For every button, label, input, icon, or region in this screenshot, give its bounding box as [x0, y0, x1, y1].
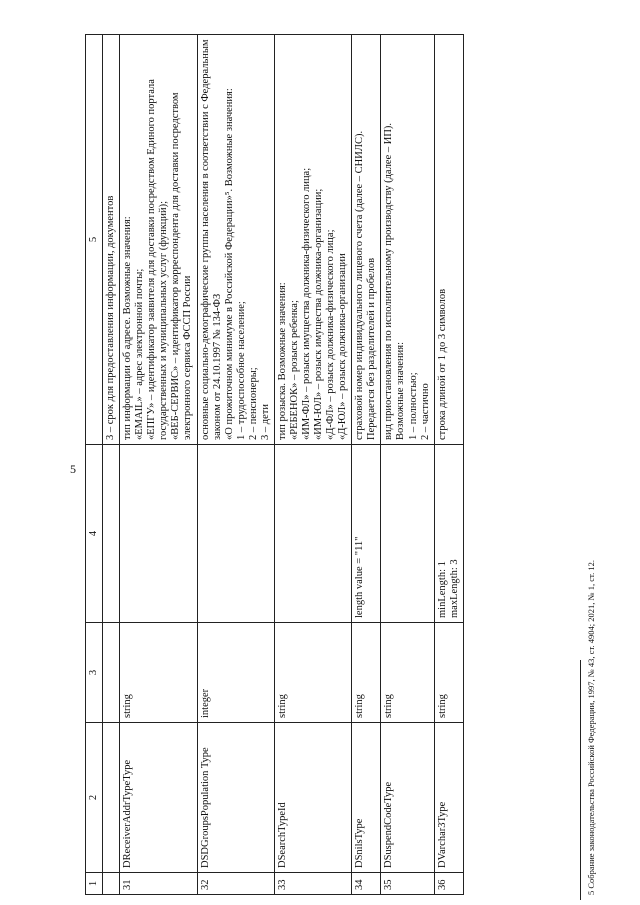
row-number: 31	[120, 873, 197, 895]
header-col-1: 1	[86, 873, 103, 895]
description-line: «О прожиточном минимуме в Российской Федерации»⁵. Возможные значения:	[223, 88, 235, 440]
description	[197, 35, 274, 445]
base-type: string	[120, 623, 197, 723]
type-name: DSDGroupsPopulation Type	[197, 723, 274, 873]
footnote-divider	[580, 660, 581, 900]
description-line: «EMAIL» – адрес электронной почты;	[134, 268, 146, 440]
description-line: 1 – трудоспособное население;	[235, 301, 247, 440]
description	[352, 35, 381, 445]
description-line: Передается без разделителей и пробелов	[366, 257, 378, 440]
continuation-row	[103, 35, 120, 895]
base-type: string	[274, 623, 351, 723]
description-line: страховой номер индивидуального лицевого счета (далее – СНИЛС).	[354, 130, 366, 440]
header-col-3: 3	[86, 623, 103, 723]
description-line: строка длиной от 1 до 3 символов	[436, 288, 448, 440]
description-line: тип розыска. Возможные значения:	[276, 282, 288, 440]
description-line: 2 – пенсионеры;	[247, 367, 259, 440]
description-line: «ИМ-ФЛ» – розыск имущества должника-физического лица;	[301, 167, 312, 440]
description-line: «РЕБЕНОК» – розыск ребенка;	[288, 300, 300, 440]
continuation-description: 3 – срок для предоставления информации, документов	[103, 35, 120, 445]
type-name: DSearchTypeId	[274, 723, 351, 873]
table-row	[120, 35, 197, 895]
restriction	[197, 445, 274, 623]
description-line: «Д-ЮЛ» – розыск должника-организации	[337, 253, 349, 440]
table-row	[381, 35, 434, 895]
description-line: 1 – полностью;	[407, 372, 419, 440]
base-type: string	[352, 623, 381, 723]
footnote: 5 Собрание законодательства Российской Федерации, 1997, № 43, ст. 4904; 2021, № 1, ст. 12.	[586, 560, 596, 895]
description	[381, 35, 434, 445]
cell-empty	[103, 723, 120, 873]
row-number: 36	[434, 873, 463, 895]
base-type: string	[434, 623, 463, 723]
row-number: 32	[197, 873, 274, 895]
header-col-2: 2	[86, 723, 103, 873]
header-col-5: 5	[86, 35, 103, 445]
description	[120, 35, 197, 445]
table-row	[274, 35, 351, 895]
description-line: 3 – дети	[259, 404, 271, 440]
description	[434, 35, 463, 445]
table-header-row	[86, 35, 103, 895]
cell-empty	[103, 445, 120, 623]
cell-empty	[103, 623, 120, 723]
base-type: integer	[197, 623, 274, 723]
base-type: string	[381, 623, 434, 723]
description-line: «ЕПГУ» – идентификатор заявителя для доставки посредством Единого портала государственных и муниципальных услуг (функций);	[146, 79, 170, 440]
table-row	[352, 35, 381, 895]
restriction: length value = "11"	[352, 445, 381, 623]
description-line: тип информации об адресе. Возможные значения:	[122, 216, 134, 440]
cell-empty	[103, 873, 120, 895]
description-line: «Д-ФЛ» – розыск должника-физического лица;	[325, 229, 337, 440]
table-row	[434, 35, 463, 895]
restriction	[274, 445, 351, 623]
row-number: 33	[274, 873, 351, 895]
type-name: DSnilsType	[352, 723, 381, 873]
description-line: «ВЕБ-СЕРВИС» – идентификатор корреспондента для доставки посредством электронного сервиса ФССП России	[170, 92, 194, 440]
row-number: 35	[381, 873, 434, 895]
type-name: DVarchar3Type	[434, 723, 463, 873]
description-line: 2 – частично	[419, 383, 431, 440]
type-name: DReceiverAddrTypeType	[120, 723, 197, 873]
description-line: основные социально-демографические группы населения в соответствии с Федеральным законом от 24.10.1997 № 134-ФЗ	[199, 39, 223, 440]
type-name: DSuspendCodeType	[381, 723, 434, 873]
table-row	[197, 35, 274, 895]
description-line: «ИМ-ЮЛ» – розыск имущества должника-организации;	[313, 188, 325, 440]
header-col-4: 4	[86, 445, 103, 623]
restriction	[120, 445, 197, 623]
data-types-table	[85, 34, 464, 895]
page-number: 5	[70, 462, 76, 476]
restriction: minLength: 1 maxLength: 3	[434, 445, 463, 623]
description-line: вид приостановления по исполнительному производству (далее – ИП).	[383, 122, 395, 440]
description-line: Возможные значения:	[395, 341, 407, 440]
description	[274, 35, 351, 445]
restriction	[381, 445, 434, 623]
row-number: 34	[352, 873, 381, 895]
